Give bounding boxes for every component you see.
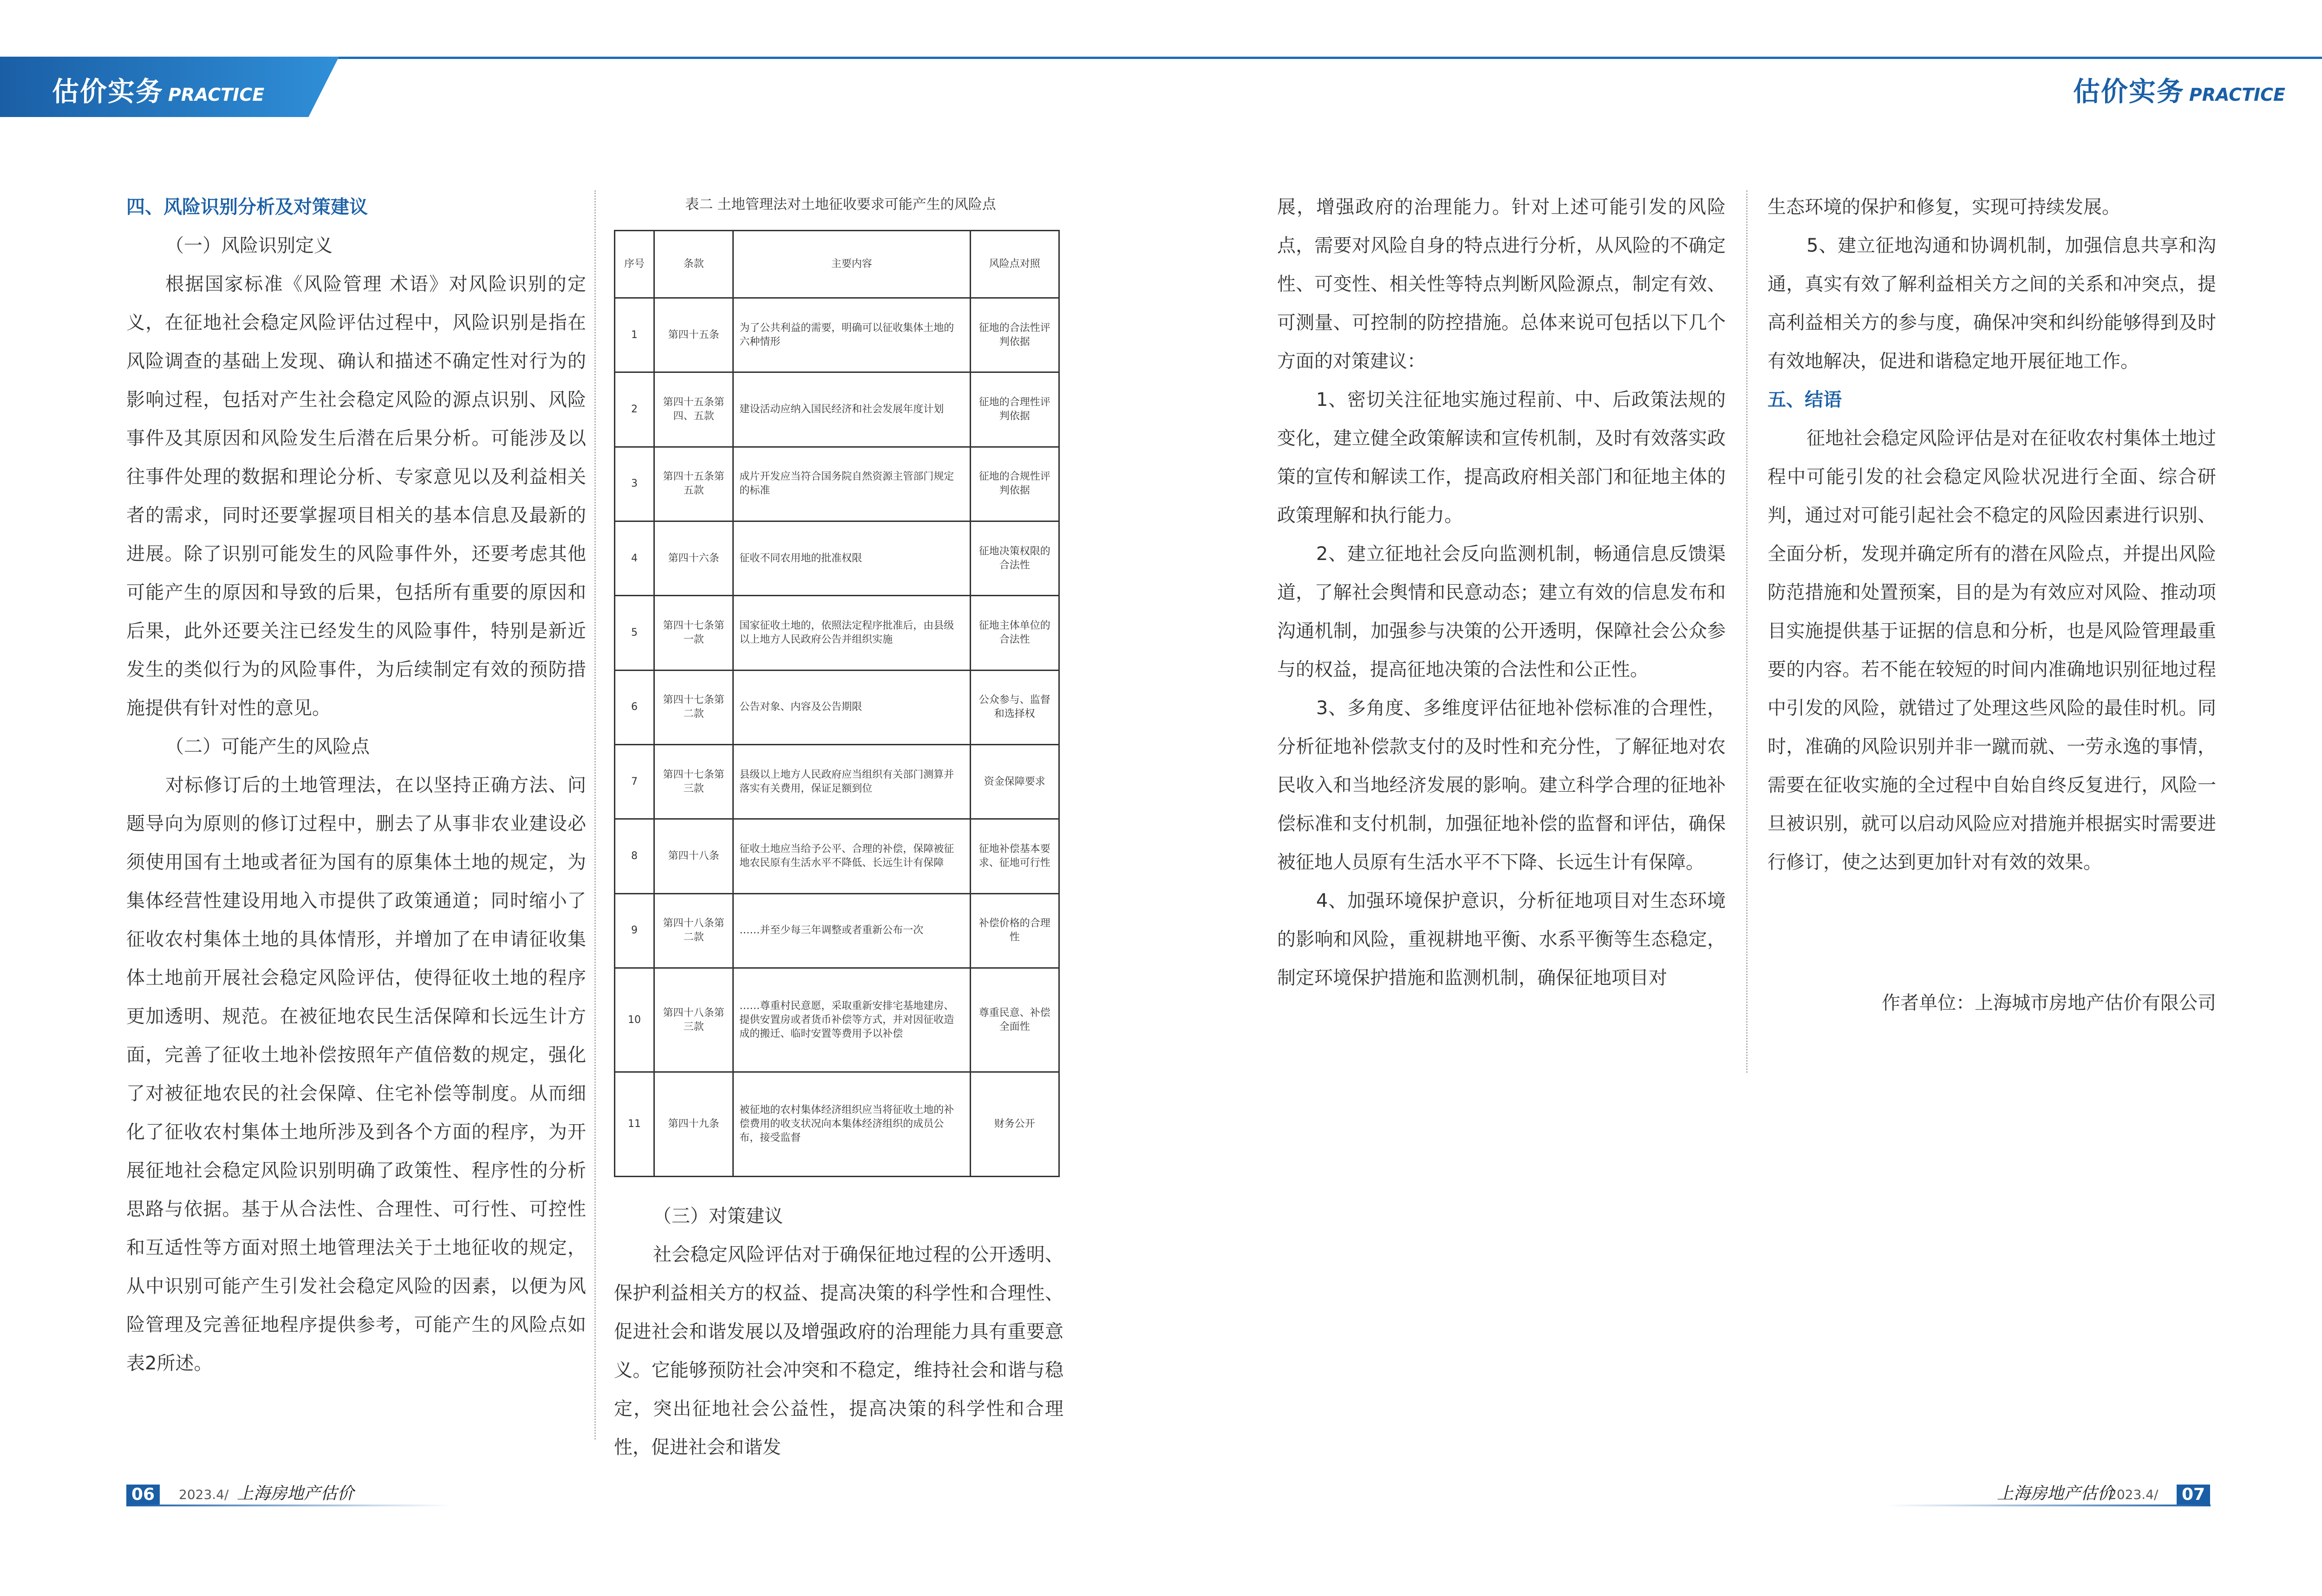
table-cell-no: 1 bbox=[615, 298, 654, 372]
table-cell-clause: 第四十五条 bbox=[654, 298, 733, 372]
table-cell-risk: 征地补偿基本要求、征地可行性 bbox=[970, 819, 1059, 893]
paragraph: 2、建立征地社会反向监测机制，畅通信息反馈渠道，了解社会舆情和民意动态；建立有效的信息发布和沟通机制，加强参与决策的公开透明，保障社会公众参与的权益，提高征地决策的合法性和公正性。 bbox=[1277, 543, 1726, 680]
table-row bbox=[615, 372, 1059, 447]
paragraph: 4、加强环境保护意识，分析征地项目对生态环境的影响和风险，重视耕地平衡、水系平衡等生态稳定，制定环境保护措施和监测机制，确保征地项目对 bbox=[1277, 890, 1726, 989]
paragraph: 生态环境的保护和修复，实现可持续发展。 bbox=[1768, 196, 2120, 218]
table-cell-no: 8 bbox=[615, 819, 654, 893]
table-cell-no: 10 bbox=[615, 968, 654, 1072]
subsection-3-title: （三）对策建议 bbox=[653, 1205, 783, 1227]
column-1 bbox=[126, 188, 586, 1383]
table-cell-clause: 第四十八条 bbox=[654, 819, 733, 893]
table-caption: 表二 土地管理法对土地征收要求可能产生的风险点 bbox=[685, 196, 996, 213]
table-cell-content: 成片开发应当符合国务院自然资源主管部门规定的标准 bbox=[733, 447, 970, 521]
paragraph: 5、建立征地沟通和协调机制，加强信息共享和沟通，真实有效了解利益相关方之间的关系和冲突点，提高利益相关方的参与度，确保冲突和纠纷能够得到及时有效地解决，促进和谐稳定地开展征地工作。 bbox=[1768, 235, 2216, 372]
table-cell-risk: 征地的合理性评判依据 bbox=[970, 372, 1059, 447]
table-cell-risk: 补偿价格的合理性 bbox=[970, 893, 1059, 968]
paragraph: 1、密切关注征地实施过程前、中、后政策法规的变化，建立健全政策解读和宣传机制，及时有效落实政策的宣传和解读工作，提高政府相关部门和征地主体的政策理解和执行能力。 bbox=[1277, 389, 1726, 526]
page-number-right: 07 bbox=[2177, 1485, 2210, 1505]
footer-issue-right: 2023.4/ bbox=[2108, 1487, 2159, 1502]
table-cell-clause: 第四十六条 bbox=[654, 521, 733, 595]
table-cell-content: 公告对象、内容及公告期限 bbox=[733, 670, 970, 744]
table-cell-clause: 第四十八条第三款 bbox=[654, 968, 733, 1072]
table-cell-no: 4 bbox=[615, 521, 654, 595]
table-cell-content: 县级以上地方人民政府应当组织有关部门测算并落实有关费用，保证足额到位 bbox=[733, 744, 970, 819]
table-cell-risk: 资金保障要求 bbox=[970, 744, 1059, 819]
footer-rule-right bbox=[1885, 1505, 2211, 1506]
table-cell-no: 11 bbox=[615, 1072, 654, 1177]
risk-table bbox=[614, 230, 1060, 1177]
header-left-title bbox=[52, 70, 264, 107]
table-header-cell: 风险点对照 bbox=[970, 231, 1059, 298]
table-row bbox=[615, 670, 1059, 744]
column-divider bbox=[594, 190, 596, 1440]
table-row bbox=[615, 298, 1059, 372]
table-cell-content: 建设活动应纳入国民经济和社会发展年度计划 bbox=[733, 372, 970, 447]
footer-issue-left: 2023.4/ bbox=[179, 1487, 229, 1502]
table-cell-risk: 征地主体单位的合法性 bbox=[970, 596, 1059, 670]
table-cell-risk: 征地决策权限的合法性 bbox=[970, 521, 1059, 595]
table-row bbox=[615, 596, 1059, 670]
table-cell-risk: 公众参与、监督和选择权 bbox=[970, 670, 1059, 744]
table-cell-clause: 第四十七条第三款 bbox=[654, 744, 733, 819]
author-affiliation: 作者单位：上海城市房地产估价有限公司 bbox=[1882, 992, 2216, 1014]
header-right-title bbox=[2073, 70, 2285, 107]
paragraph: 3、多角度、多维度评估征地补偿标准的合理性，分析征地补偿款支付的及时性和充分性，了解征地对农民收入和当地经济发展的影响。建立科学合理的征地补偿标准和支付机制，加强征地补偿的监督和评估，确保被征地人员原有生活水平不下降、长远生计有保障。 bbox=[1277, 697, 1726, 873]
table-cell-no: 6 bbox=[615, 670, 654, 744]
table-row bbox=[615, 1072, 1059, 1177]
table-cell-content: 征收土地应当给予公平、合理的补偿，保障被征地农民原有生活水平不降低、长远生计有保障 bbox=[733, 819, 970, 893]
table-cell-content: 被征地的农村集体经济组织应当将征收土地的补偿费用的收支状况向本集体经济组织的成员公布，接受监督 bbox=[733, 1072, 970, 1177]
paragraph: 对标修订后的土地管理法，在以坚持正确方法、问题导向为原则的修订过程中，删去了从事非农业建设必须使用国有土地或者征为国有的原集体土地的规定，为集体经营性建设用地入市提供了政策通道；同时缩小了征收农村集体土地的具体情形，并增加了在申请征收集体土地前开展社会稳定风险评估，使得征收土地的程序更加透明、规范。在被征地农民生活保障和长远生计方面，完善了征收土地补偿按照年产值倍数的规定，强化了对被征地农民的社会保障、住宅补偿等制度。从而细化了征收农村集体土地所涉及到各个方面的程序，为开展征地社会稳定风险识别明确了政策性、程序性的分析思路与依据。基于从合法性、合理性、可行性、可控性和互适性等方面对照土地管理法关于土地征收的规定，从中识别可能产生引发社会稳定风险的因素，以便为风险管理及完善征地程序提供参考，可能产生的风险点如表2所述。 bbox=[126, 775, 586, 1374]
spacer bbox=[1768, 882, 2216, 984]
header-right-title-cn: 估价实务 bbox=[2073, 76, 2185, 107]
section-5-title: 五、结语 bbox=[1768, 389, 1842, 410]
footer-rule-left bbox=[126, 1505, 451, 1506]
footer-logo-right: 上海房地产估价 bbox=[1997, 1484, 2114, 1503]
table-cell-content: ……并至少每三年调整或者重新公布一次 bbox=[733, 893, 970, 968]
table-cell-clause: 第四十九条 bbox=[654, 1072, 733, 1177]
header-left-title-cn: 估价实务 bbox=[52, 76, 164, 107]
table-header-cell: 条款 bbox=[654, 231, 733, 298]
table-cell-content: ……尊重村民意愿，采取重新安排宅基地建房、提供安置房或者货币补偿等方式，并对因征收造成的搬迁、临时安置等费用予以补偿 bbox=[733, 968, 970, 1072]
table-header-row bbox=[615, 231, 1059, 298]
section-4-title: 四、风险识别分析及对策建议 bbox=[126, 196, 368, 218]
header-rule bbox=[0, 57, 2322, 59]
table-cell-no: 9 bbox=[615, 893, 654, 968]
table-row bbox=[615, 819, 1059, 893]
column-3 bbox=[1277, 188, 1726, 997]
paragraph: 根据国家标准《风险管理 术语》对风险识别的定义，在征地社会稳定风险评估过程中，风险识别是指在风险调查的基础上发现、确认和描述不确定性对行为的影响过程，包括对产生社会稳定风险的源点识别、风险事件及其原因和风险发生后潜在后果分析。可能涉及以往事件处理的数据和理论分析、专家意见以及利益相关者的需求，同时还要掌握项目相关的基本信息及最新的进展。除了识别可能发生的风险事件外，还要考虑其他可能产生的原因和导致的后果，包括所有重要的原因和后果，此外还要关注已经发生的风险事件，特别是新近发生的类似行为的风险事件，为后续制定有效的预防措施提供有针对性的意见。 bbox=[126, 274, 586, 719]
table-cell-clause: 第四十五条第四、五款 bbox=[654, 372, 733, 447]
column-divider bbox=[1746, 190, 1748, 1073]
subsection-2-title: （二）可能产生的风险点 bbox=[165, 736, 370, 757]
table-row bbox=[615, 447, 1059, 521]
table-cell-risk: 征地的合法性评判依据 bbox=[970, 298, 1059, 372]
table-cell-no: 7 bbox=[615, 744, 654, 819]
table-row bbox=[615, 893, 1059, 968]
footer-logo-left: 上海房地产估价 bbox=[237, 1484, 354, 1503]
table-row bbox=[615, 744, 1059, 819]
paragraph: 社会稳定风险评估对于确保征地过程的公开透明、保护利益相关方的权益、提高决策的科学性和合理性、促进社会和谐发展以及增强政府的治理能力具有重要意义。它能够预防社会冲突和不稳定，维持社会和谐与稳定，突出征地社会公益性，提高决策的科学性和合理性，促进社会和谐发 bbox=[614, 1244, 1063, 1458]
table-cell-risk: 财务公开 bbox=[970, 1072, 1059, 1177]
table-cell-clause: 第四十八条第二款 bbox=[654, 893, 733, 968]
column-4 bbox=[1768, 188, 2216, 1023]
column-2 bbox=[614, 1197, 1063, 1467]
header-left-title-en: PRACTICE bbox=[168, 85, 265, 105]
subsection-1-title: （一）风险识别定义 bbox=[165, 235, 333, 256]
table-cell-clause: 第四十七条第一款 bbox=[654, 596, 733, 670]
table-cell-content: 征收不同农用地的批准权限 bbox=[733, 521, 970, 595]
table-cell-risk: 尊重民意、补偿全面性 bbox=[970, 968, 1059, 1072]
page-number-left: 06 bbox=[126, 1485, 160, 1505]
paragraph: 展，增强政府的治理能力。针对上述可能引发的风险点，需要对风险自身的特点进行分析，从风险的不确定性、可变性、相关性等特点判断风险源点，制定有效、可测量、可控制的防控措施。总体来说可包括以下几个方面的对策建议： bbox=[1277, 196, 1726, 372]
table-cell-content: 国家征收土地的，依照法定程序批准后，由县级以上地方人民政府公告并组织实施 bbox=[733, 596, 970, 670]
table-row bbox=[615, 968, 1059, 1072]
table-cell-clause: 第四十五条第五款 bbox=[654, 447, 733, 521]
table-cell-content: 为了公共利益的需要，明确可以征收集体土地的六种情形 bbox=[733, 298, 970, 372]
table-cell-risk: 征地的合规性评判依据 bbox=[970, 447, 1059, 521]
table-header-cell: 序号 bbox=[615, 231, 654, 298]
table-cell-no: 5 bbox=[615, 596, 654, 670]
table-header-cell: 主要内容 bbox=[733, 231, 970, 298]
header-right-title-en: PRACTICE bbox=[2189, 85, 2285, 105]
table-cell-no: 2 bbox=[615, 372, 654, 447]
table-row bbox=[615, 521, 1059, 595]
paragraph: 征地社会稳定风险评估是对在征收农村集体土地过程中可能引发的社会稳定风险状况进行全面、综合研判，通过对可能引起社会不稳定的风险因素进行识别、全面分析，发现并确定所有的潜在风险点，并提出风险防范措施和处置预案，目的是为有效应对风险、推动项目实施提供基于证据的信息和分析，也是风险管理最重要的内容。若不能在较短的时间内准确地识别征地过程中引发的风险，就错过了处理这些风险的最佳时机。同时，准确的风险识别并非一蹴而就、一劳永逸的事情，需要在征收实施的全过程中自始自终反复进行，风险一旦被识别，就可以启动风险应对措施并根据实时需要进行修订，使之达到更加针对有效的效果。 bbox=[1768, 428, 2216, 873]
table-cell-no: 3 bbox=[615, 447, 654, 521]
table-cell-clause: 第四十七条第二款 bbox=[654, 670, 733, 744]
